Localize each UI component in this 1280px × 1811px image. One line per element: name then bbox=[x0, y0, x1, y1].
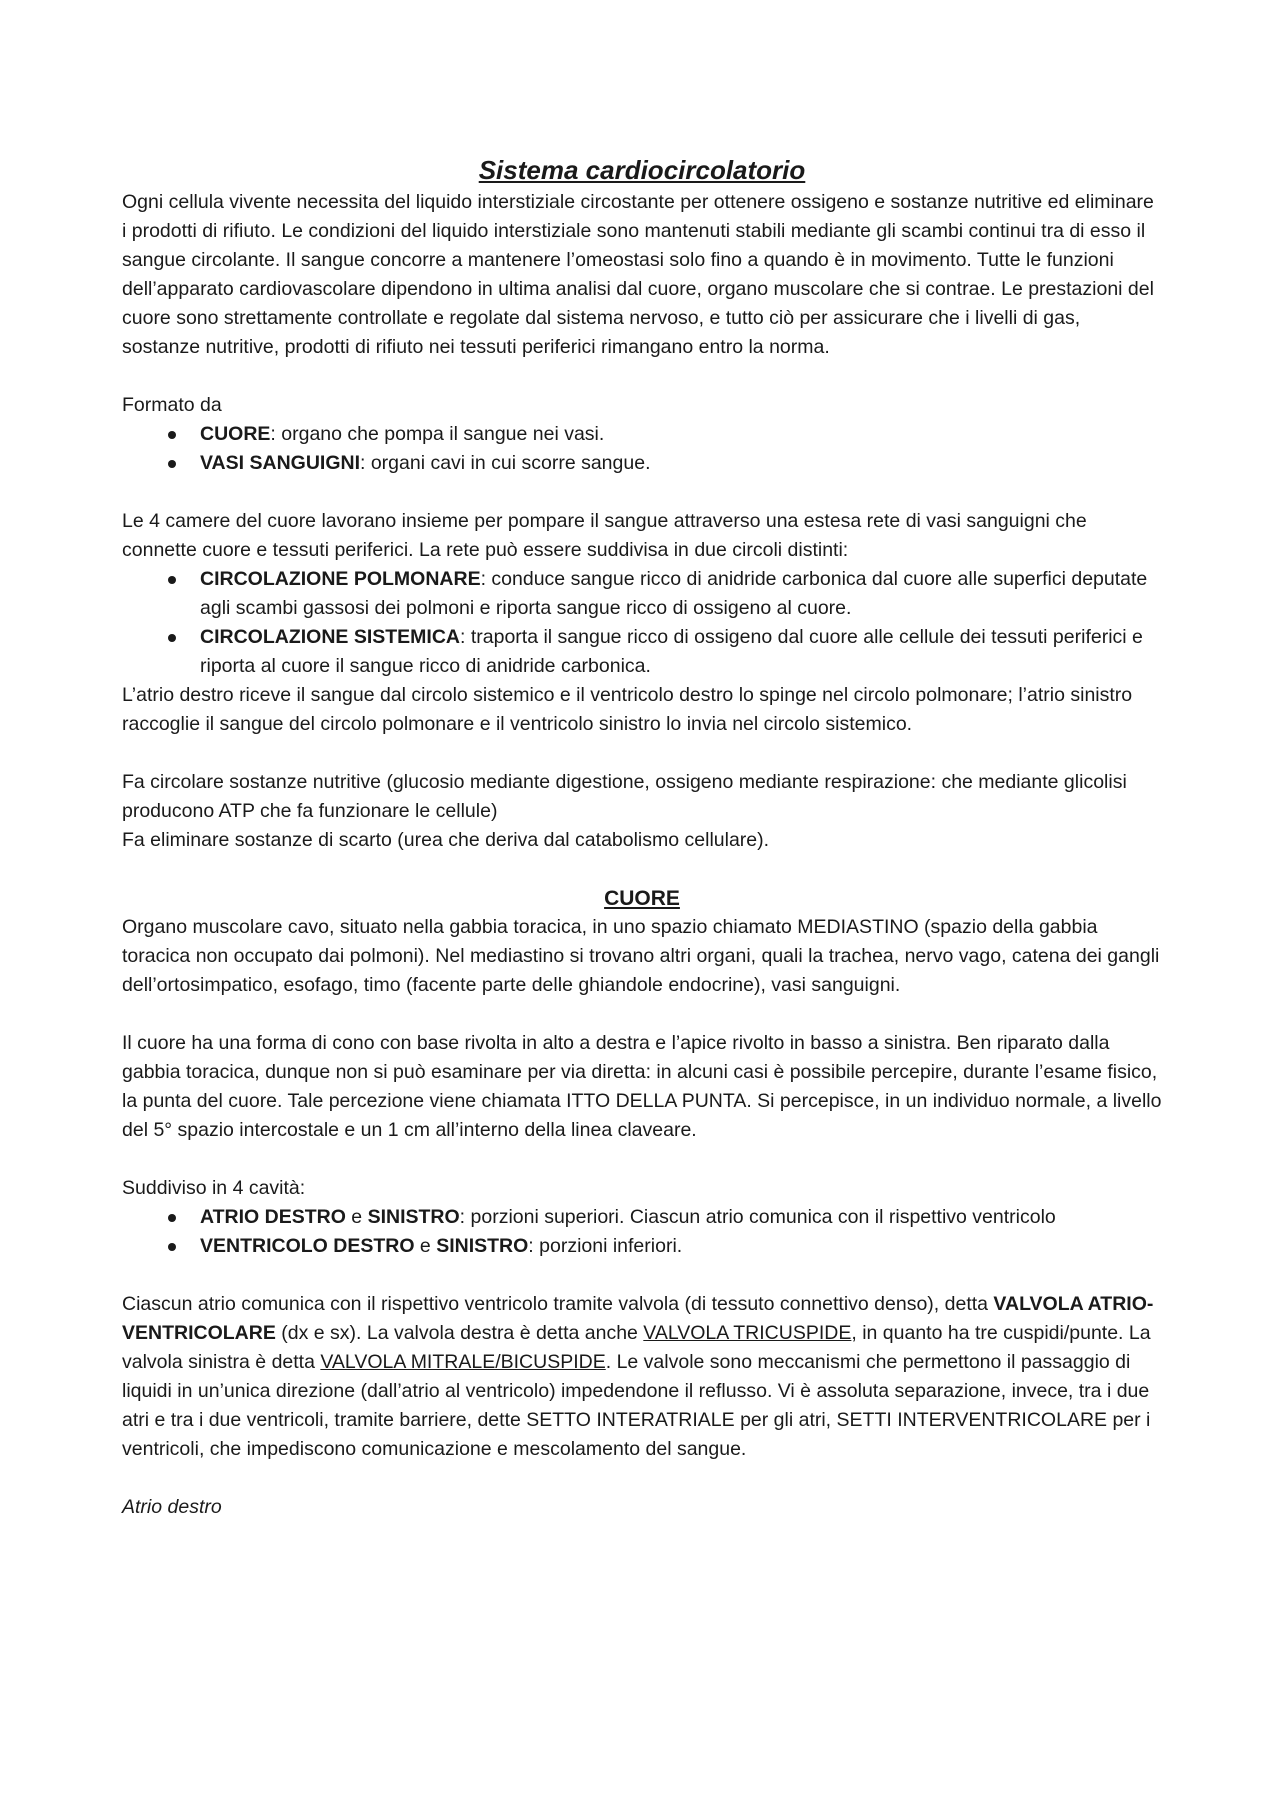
spacer bbox=[122, 1464, 1162, 1493]
camere-paragraph: Le 4 camere del cuore lavorano insieme per pompare il sangue attraverso una estesa rete di vasi sanguigni che connette cuore e tessuti periferici. La rete può essere suddivisa in due circoli distinti: bbox=[122, 510, 1087, 561]
spacer bbox=[122, 855, 1162, 884]
bullet-icon bbox=[168, 576, 176, 584]
spacer bbox=[122, 1145, 1162, 1174]
list-item bbox=[200, 623, 1162, 681]
text-run: , in quanto ha tre cuspidi/punte. La valvola sinistra è detta bbox=[122, 1322, 1151, 1373]
underlined-term: VALVOLA TRICUSPIDE bbox=[643, 1322, 852, 1344]
term: CIRCOLAZIONE SISTEMICA bbox=[200, 626, 461, 648]
eliminare-line: Fa eliminare sostanze di scarto (urea che deriva dal catabolismo cellulare). bbox=[122, 829, 770, 851]
spacer bbox=[122, 739, 1162, 768]
bullet-icon bbox=[168, 431, 176, 439]
atrio-destro-subheading: Atrio destro bbox=[122, 1496, 222, 1518]
circolare-line: Fa circolare sostanze nutritive (glucosio mediante digestione, ossigeno mediante respirazione: che mediante glicolisi producono ATP che fa funzionare le cellule) bbox=[122, 771, 1127, 822]
desc: : organi cavi in cui scorre sangue. bbox=[360, 452, 651, 474]
term: SINISTRO bbox=[436, 1235, 529, 1257]
spacer bbox=[122, 1261, 1162, 1290]
list-item bbox=[200, 449, 1162, 478]
text-run: Ciascun atrio comunica con il rispettivo ventricolo tramite valvola (di tessuto connettivo denso), detta bbox=[122, 1293, 994, 1315]
intro-paragraph: Ogni cellula vivente necessita del liquido interstiziale circostante per ottenere ossigeno e sostanze nutritive ed eliminare i prodotti di rifiuto. Le condizioni del liquido interstiziale sono mantenuti stabili mediante gli scambi continui tra di esso il sangue circolante. Il sangue concorre a mantenere l’omeostasi solo fino a quando è in movimento. Tutte le funzioni dell’apparato cardiovascolare dipendono in ultima analisi dal cuore, organo muscolare che si contrae. Le prestazioni del cuore sono strettamente controllate e regolate dal sistema nervoso, e tutto ciò per assicurare che i livelli di gas, sostanze nutritive, prodotti di rifiuto nei tessuti periferici rimangano entro la norma. bbox=[122, 191, 1154, 358]
connector: e bbox=[345, 1206, 368, 1228]
connector: e bbox=[414, 1235, 437, 1257]
list-item bbox=[200, 1232, 1162, 1261]
circolazione-list bbox=[122, 565, 1162, 681]
document-title: Sistema cardiocircolatorio bbox=[478, 155, 806, 185]
cavita-heading: Suddiviso in 4 cavità: bbox=[122, 1177, 306, 1199]
desc: : conduce sangue ricco di anidride carbonica dal cuore alle superfici deputate agli scambi gassosi dei polmoni e riporta sangue ricco di ossigeno al cuore. bbox=[200, 568, 1148, 619]
desc: : porzioni superiori. Ciascun atrio comunica con il rispettivo ventricolo bbox=[459, 1206, 1056, 1228]
spacer bbox=[122, 362, 1162, 391]
list-item bbox=[200, 565, 1162, 623]
term: VALVOLA ATRIO-VENTRICOLARE bbox=[122, 1293, 1154, 1344]
desc: : organo che pompa il sangue nei vasi. bbox=[270, 423, 605, 445]
list-item bbox=[200, 1203, 1162, 1232]
cavita-list bbox=[122, 1203, 1162, 1261]
bullet-icon bbox=[168, 460, 176, 468]
bullet-icon bbox=[168, 1214, 176, 1222]
term: CUORE bbox=[200, 423, 271, 445]
bullet-icon bbox=[168, 634, 176, 642]
desc: : porzioni inferiori. bbox=[528, 1235, 683, 1257]
spacer bbox=[122, 1000, 1162, 1029]
formato-list bbox=[122, 420, 1162, 478]
term: VENTRICOLO DESTRO bbox=[200, 1235, 415, 1257]
formato-heading: Formato da bbox=[122, 394, 222, 416]
valvole-paragraph bbox=[122, 1290, 1162, 1464]
document-page bbox=[122, 152, 1162, 1522]
bullet-icon bbox=[168, 1243, 176, 1251]
desc: : traporta il sangue ricco di ossigeno dal cuore alle cellule dei tessuti periferici e riporta al cuore il sangue ricco di anidride carbonica. bbox=[200, 626, 1143, 677]
term: SINISTRO bbox=[367, 1206, 460, 1228]
underlined-term: VALVOLA MITRALE/BICUSPIDE bbox=[320, 1351, 606, 1373]
spacer bbox=[122, 478, 1162, 507]
cuore-paragraph-2: Il cuore ha una forma di cono con base rivolta in alto a destra e l’apice rivolto in basso a sinistra. Ben riparato dalla gabbia toracica, dunque non si può esaminare per via diretta: in alcuni casi è possibile percepire, durante l’esame fisico, la punta del cuore. Tale percezione viene chiamata ITTO DELLA PUNTA. Si percepisce, in un individuo normale, a livello del 5° spazio intercostale e un 1 cm all’interno della linea claveare. bbox=[122, 1032, 1162, 1141]
list-item bbox=[200, 420, 1162, 449]
text-run: (dx e sx). La valvola destra è detta anche bbox=[275, 1322, 644, 1344]
term: CIRCOLAZIONE POLMONARE bbox=[200, 568, 481, 590]
term: VASI SANGUIGNI bbox=[200, 452, 360, 474]
term: ATRIO DESTRO bbox=[200, 1206, 346, 1228]
section-title-cuore: CUORE bbox=[604, 887, 680, 910]
text-run: . Le valvole sono meccanismi che permettono il passaggio di liquidi in un’unica direzione (dall’atrio al ventricolo) impedendone il reflusso. Vi è assoluta separazione, invece, tra i due atri e tra i due ventricoli, tramite barriere, dette SETTO INTERATRIALE per gli atri, SETTI INTERVENTRICOLARE per i ventricoli, che impediscono comunicazione e mescolamento del sangue. bbox=[122, 1351, 1151, 1460]
cuore-paragraph-1: Organo muscolare cavo, situato nella gabbia toracica, in uno spazio chiamato MEDIASTINO (spazio della gabbia toracica non occupato dai polmoni). Nel mediastino si trovano altri organi, quali la trachea, nervo vago, catena dei gangli dell’ortosimpatico, esofago, timo (facente parte delle ghiandole endocrine), vasi sanguigni. bbox=[122, 916, 1160, 996]
atrio-paragraph: L’atrio destro riceve il sangue dal circolo sistemico e il ventricolo destro lo spinge nel circolo polmonare; l’atrio sinistro raccoglie il sangue del circolo polmonare e il ventricolo sinistro lo invia nel circolo sistemico. bbox=[122, 684, 1133, 735]
